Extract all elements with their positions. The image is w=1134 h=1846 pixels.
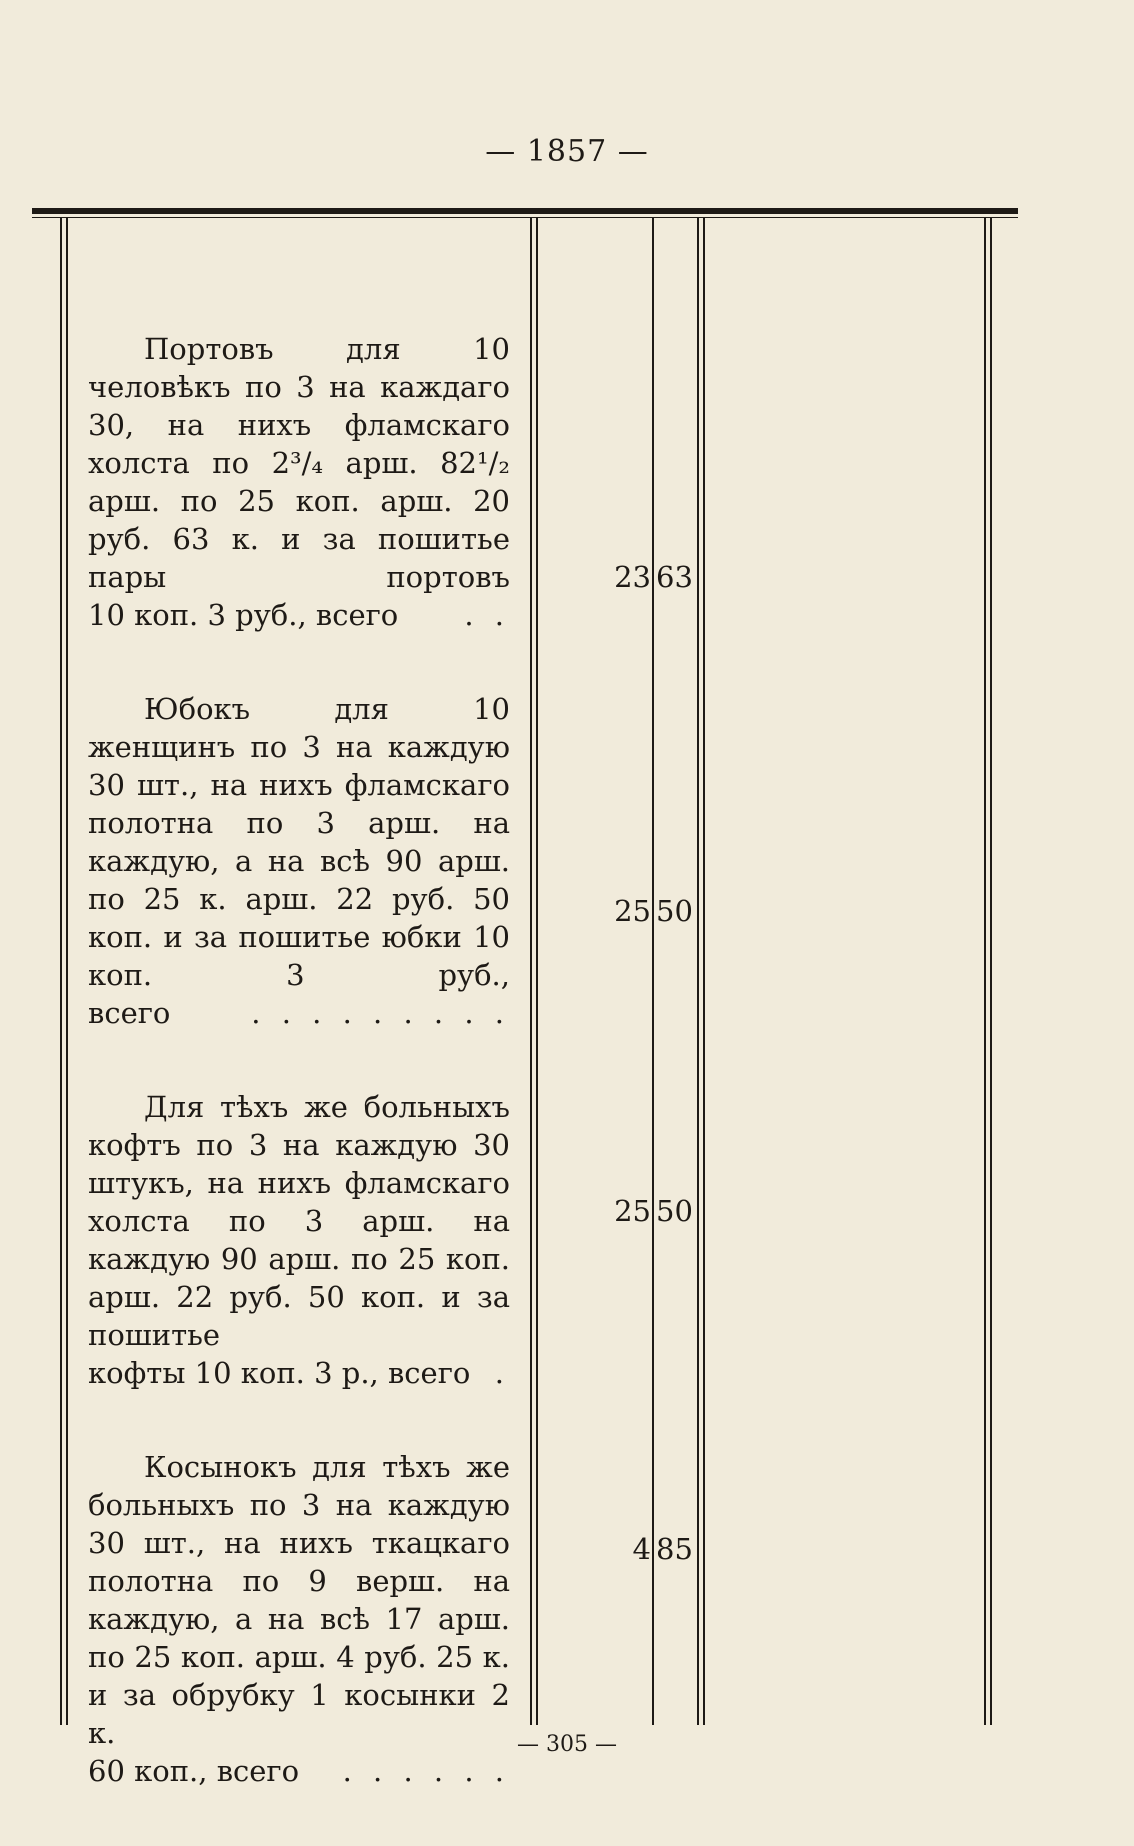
amount-kopecks: 63 <box>656 560 693 594</box>
column-divider-rub-kop <box>652 218 654 1725</box>
amount-kopecks: 50 <box>656 1194 693 1228</box>
entries-column <box>88 330 510 1846</box>
entry-text: Косынокъ для тѣхъ же больныхъ по 3 на каждую 30 шт., на нихъ ткацкаго полотна по 9 верш. на каждую, а на всѣ 17 арш. по 25 коп. арш. 4 руб. 25 к. и за обрубку 1 косынки 2 к. <box>88 1450 510 1750</box>
entry-last-line-text: 10 коп. 3 руб., всего <box>88 598 399 632</box>
leader-dots: . . <box>464 598 510 632</box>
entry-last-line <box>88 1752 510 1790</box>
entry-text: Портовъ для 10 человѣкъ по 3 на каждаго 30, на нихъ фламскаго холста по 2³/₄ арш. 82¹/₂ арш. по 25 коп. арш. 20 руб. 63 к. и за пошитье пары портовъ <box>88 332 510 594</box>
entry-last-line <box>88 994 510 1032</box>
entry-trousers <box>88 330 510 634</box>
amount-rubles: 25 <box>614 894 651 928</box>
leader-dots: . . . . . . . . . <box>251 996 510 1030</box>
amount-kopecks: 50 <box>656 894 693 928</box>
column-divider-text-right-inner <box>536 218 538 1725</box>
entry-text: Юбокъ для 10 женщинъ по 3 на каждую 30 шт., на нихъ фламскаго полотна по 3 арш. на каждую, а на всѣ 90 арш. по 25 к. арш. 22 руб. 50 коп. и за пошитье юбки 10 коп. 3 руб., <box>88 692 510 992</box>
leader-dots: . <box>494 1356 510 1390</box>
column-divider-kop-right <box>697 218 699 1725</box>
entry-text: Для тѣхъ же больныхъ кофтъ по 3 на каждую 30 штукъ, на нихъ фламскаго холста по 3 арш. на каждую 90 арш. по 25 коп. арш. 22 руб. 50 коп. и за пошитье <box>88 1090 510 1352</box>
amount-rubles: 23 <box>614 560 651 594</box>
entry-last-line-text: кофты 10 коп. 3 р., всего <box>88 1356 471 1390</box>
leader-dots: . . . . . . <box>342 1754 510 1788</box>
column-divider-text-right <box>530 218 532 1725</box>
column-divider-left <box>60 218 62 1725</box>
header-rule-thin <box>32 217 1018 218</box>
column-divider-right <box>984 218 986 1725</box>
column-divider-left-inner <box>66 218 68 1725</box>
amount-rubles: 4 <box>632 1532 651 1566</box>
page-title: — 1857 — <box>485 134 649 169</box>
amount-rubles: 25 <box>614 1194 651 1228</box>
header-rule-thick <box>32 208 1018 214</box>
page-number: — 305 — <box>517 1732 617 1757</box>
entry-last-line <box>88 596 510 634</box>
entry-last-line-text: 60 коп., всего <box>88 1754 300 1788</box>
entry-last-line <box>88 1354 510 1392</box>
column-divider-kop-right-inner <box>703 218 705 1725</box>
entry-jackets <box>88 1088 510 1392</box>
entry-skirts <box>88 690 510 1032</box>
amount-kopecks: 85 <box>656 1532 693 1566</box>
column-divider-right-inner <box>990 218 992 1725</box>
entry-last-line-text: всего <box>88 996 171 1030</box>
